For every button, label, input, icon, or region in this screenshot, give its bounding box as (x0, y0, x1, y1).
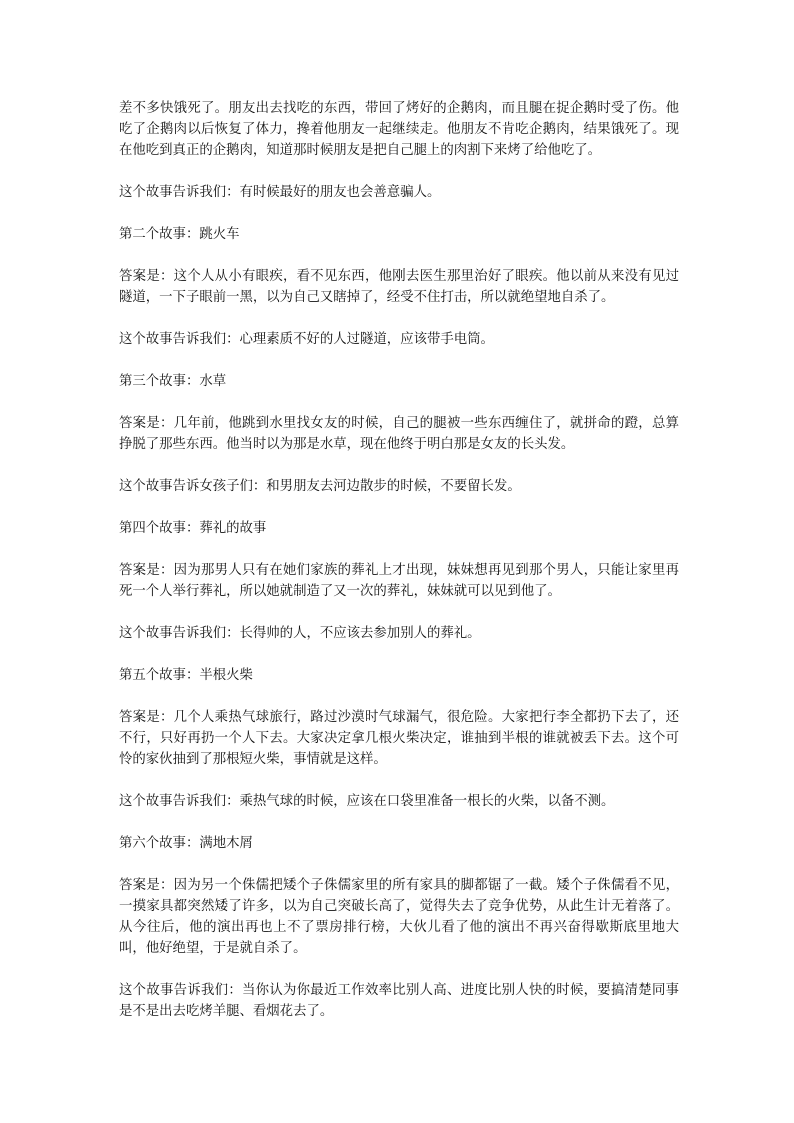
story-6-title: 第六个故事：满地木屑 (119, 836, 253, 851)
story-5-title: 第五个故事：半根火柴 (119, 668, 253, 683)
story-4-answer: 答案是：因为那男人只有在她们家族的葬礼上才出现，妹妹想再见到那个男人，只能让家里再死一个人举行葬礼，所以她就制造了又一次的葬礼，妹妹就可以见到他了。 (119, 563, 679, 599)
story-3-answer: 答案是：几年前，他跳到水里找女友的时候，自己的腿被一些东西缠住了，就拼命的蹬，总算挣脱了那些东西。他当时以为那是水草，现在他终于明白那是女友的长头发。 (119, 416, 679, 452)
story-6-answer: 答案是：因为另一个侏儒把矮个子侏儒家里的所有家具的脚都锯了一截。矮个子侏儒看不见，一摸家具都突然矮了许多，以为自己突破长高了，觉得失去了竞争优势，从此生计无着落了。从今往后，他的演出再也上不了票房排行榜，大伙儿看了他的演出不再兴奋得歇斯底里地大叫，他好绝望，于是就自杀了。 (119, 878, 679, 956)
story-3-title: 第三个故事：水草 (119, 374, 227, 389)
intro-moral: 这个故事告诉我们：有时候最好的朋友也会善意骗人。 (119, 185, 441, 200)
story-2-answer: 答案是：这个人从小有眼疾，看不见东西，他刚去医生那里治好了眼疾。他以前从来没有见过隧道，一下子眼前一黑，以为自己又瞎掉了，经受不住打击，所以就绝望地自杀了。 (119, 269, 679, 305)
story-5-answer: 答案是：几个人乘热气球旅行，路过沙漠时气球漏气，很危险。大家把行李全都扔下去了，还不行，只好再扔一个人下去。大家决定拿几根火柴决定，谁抽到半根的谁就被丢下去。这个可怜的家伙抽到了那根短火柴，事情就是这样。 (119, 710, 679, 767)
story-2-moral: 这个故事告诉我们：心理素质不好的人过隧道，应该带手电筒。 (119, 332, 494, 347)
story-4-moral: 这个故事告诉我们：长得帅的人，不应该去参加别人的葬礼。 (119, 626, 481, 641)
document-body (119, 98, 679, 1043)
story-5-moral: 这个故事告诉我们：乘热气球的时候，应该在口袋里准备一根长的火柴，以备不测。 (119, 794, 615, 809)
story-6-moral: 这个故事告诉我们：当你认为你最近工作效率比别人高、进度比别人快的时候，要搞清楚同事是不是出去吃烤羊腿、看烟花去了。 (119, 983, 679, 1019)
intro-paragraph: 差不多快饿死了。朋友出去找吃的东西，带回了烤好的企鹅肉，而且腿在捉企鹅时受了伤。他吃了企鹅肉以后恢复了体力，搀着他朋友一起继续走。他朋友不肯吃企鹅肉，结果饿死了。现在他吃到真正的企鹅肉，知道那时候朋友是把自己腿上的肉割下来烤了给他吃了。 (119, 101, 679, 158)
story-3-moral: 这个故事告诉女孩子们：和男朋友去河边散步的时候，不要留长发。 (119, 479, 521, 494)
story-2-title: 第二个故事：跳火车 (119, 227, 240, 242)
story-4-title: 第四个故事：葬礼的故事 (119, 521, 267, 536)
